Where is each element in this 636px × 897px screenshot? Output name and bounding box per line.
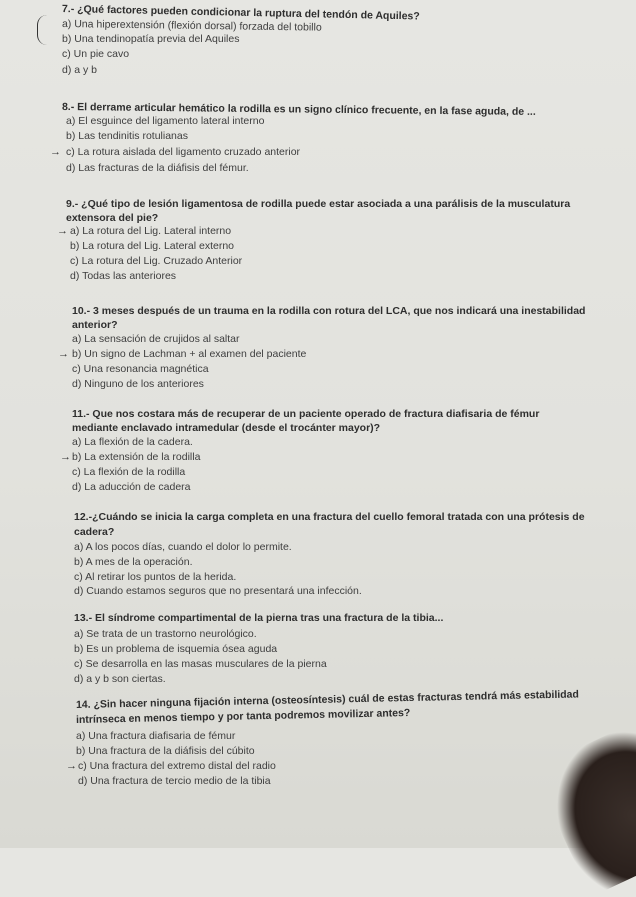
question-12-option-c: c) Al retirar los puntos de la herida. bbox=[74, 571, 237, 583]
question-12-option-a: a) A los pocos días, cuando el dolor lo permite. bbox=[74, 541, 292, 553]
question-9-option-d: d) Todas las anteriores bbox=[70, 270, 177, 282]
answer-mark-arrow-icon: → bbox=[66, 760, 77, 772]
question-9-option-a: a) La rotura del Lig. Lateral interno bbox=[70, 225, 232, 237]
answer-mark-arrow-icon: → bbox=[50, 146, 61, 158]
question-10-title-line-1: 10.- 3 meses después de un trauma en la rodilla con rotura del LCA, que nos indicará una inestabilidad bbox=[72, 305, 586, 317]
question-11-option-c: c) La flexión de la rodilla bbox=[72, 466, 186, 478]
question-13-option-a: a) Se trata de un trastorno neurológico. bbox=[74, 628, 257, 640]
question-14-title-line-2: intrínseca en menos tiempo y por tanta podremos movilizar antes? bbox=[75, 706, 411, 726]
question-10-option-c: c) Una resonancia magnética bbox=[72, 363, 209, 375]
question-14-title-line-1: 14. ¿Sin hacer ninguna fijación interna (osteosíntesis) cuál de estas fracturas tendrá más estabilidad bbox=[75, 688, 580, 711]
question-13-title: 13.- El síndrome compartimental de la pierna tras una fractura de la tibia... bbox=[74, 612, 444, 624]
question-9-option-b: b) La rotura del Lig. Lateral externo bbox=[70, 240, 235, 252]
question-7-option-d: d) a y b bbox=[62, 64, 98, 76]
question-12-option-b: b) A mes de la operación. bbox=[74, 556, 193, 568]
question-11-title-line-1: 11.- Que nos costara más de recuperar de un paciente operado de fractura diafisaria de fémur bbox=[72, 408, 540, 420]
question-8-title: 8.- El derrame articular hemático la rodilla es un signo clínico frecuente, en la fase aguda, de ... bbox=[61, 101, 536, 118]
question-14-option-d: d) Una fractura de tercio medio de la tibia bbox=[78, 775, 271, 787]
answer-mark-arrow-icon: → bbox=[57, 225, 68, 237]
question-9-title-line-1: 9.- ¿Qué tipo de lesión ligamentosa de rodilla puede estar asociada a una parálisis de la musculatura bbox=[66, 198, 571, 210]
question-10-title-line-2: anterior? bbox=[72, 319, 118, 331]
question-8-option-d: d) Las fracturas de la diáfisis del fémur. bbox=[66, 162, 249, 174]
question-14-option-c: c) Una fractura del extremo distal del radio bbox=[78, 760, 276, 772]
question-7-option-b: b) Una tendinopatía previa del Aquiles bbox=[62, 33, 240, 45]
question-9-option-c: c) La rotura del Lig. Cruzado Anterior bbox=[70, 255, 243, 267]
question-8-option-b: b) Las tendinitis rotulianas bbox=[66, 130, 188, 142]
answer-mark-arrow-icon: → bbox=[58, 348, 69, 360]
question-7-option-a: a) Una hiperextensión (flexión dorsal) forzada del tobillo bbox=[61, 18, 322, 34]
question-7-title: 7.- ¿Qué factores pueden condicionar la ruptura del tendón de Aquiles? bbox=[61, 3, 420, 23]
question-11-title-line-2: mediante enclavado intramedular (desde el trocánter mayor)? bbox=[72, 422, 381, 434]
question-8-option-a: a) El esguince del ligamento lateral interno bbox=[66, 115, 265, 127]
thumb-shadow bbox=[532, 719, 636, 897]
handwritten-brace-mark bbox=[37, 15, 48, 45]
question-13-option-b: b) Es un problema de isquemia ósea aguda bbox=[74, 643, 278, 655]
question-14-option-a: a) Una fractura diafisaria de fémur bbox=[76, 730, 236, 742]
question-10-option-a: a) La sensación de crujidos al saltar bbox=[72, 333, 240, 345]
question-11-option-b: b) La extensión de la rodilla bbox=[72, 451, 201, 463]
question-14-option-b: b) Una fractura de la diáfisis del cúbito bbox=[76, 745, 255, 757]
question-9-title-line-2: extensora del pie? bbox=[66, 212, 159, 224]
question-12-title-line-1: 12.-¿Cuándo se inicia la carga completa en una fractura del cuello femoral tratada con una prótesis de bbox=[74, 511, 585, 523]
question-12-title-line-2: cadera? bbox=[74, 526, 115, 538]
question-11-option-a: a) La flexión de la cadera. bbox=[72, 436, 193, 448]
question-13-option-c: c) Se desarrolla en las masas musculares de la pierna bbox=[74, 658, 327, 670]
question-13-option-d: d) a y b son ciertas. bbox=[74, 673, 166, 685]
question-11-option-d: d) La aducción de cadera bbox=[72, 481, 191, 493]
question-8-option-c: c) La rotura aislada del ligamento cruzado anterior bbox=[66, 146, 301, 158]
question-10-option-d: d) Ninguno de los anteriores bbox=[72, 378, 204, 390]
question-12-option-d: d) Cuando estamos seguros que no presentará una infección. bbox=[74, 585, 362, 597]
answer-mark-arrow-icon: → bbox=[60, 451, 71, 463]
question-7-option-c: c) Un pie cavo bbox=[62, 48, 130, 60]
question-10-option-b: b) Un signo de Lachman + al examen del paciente bbox=[72, 348, 307, 360]
